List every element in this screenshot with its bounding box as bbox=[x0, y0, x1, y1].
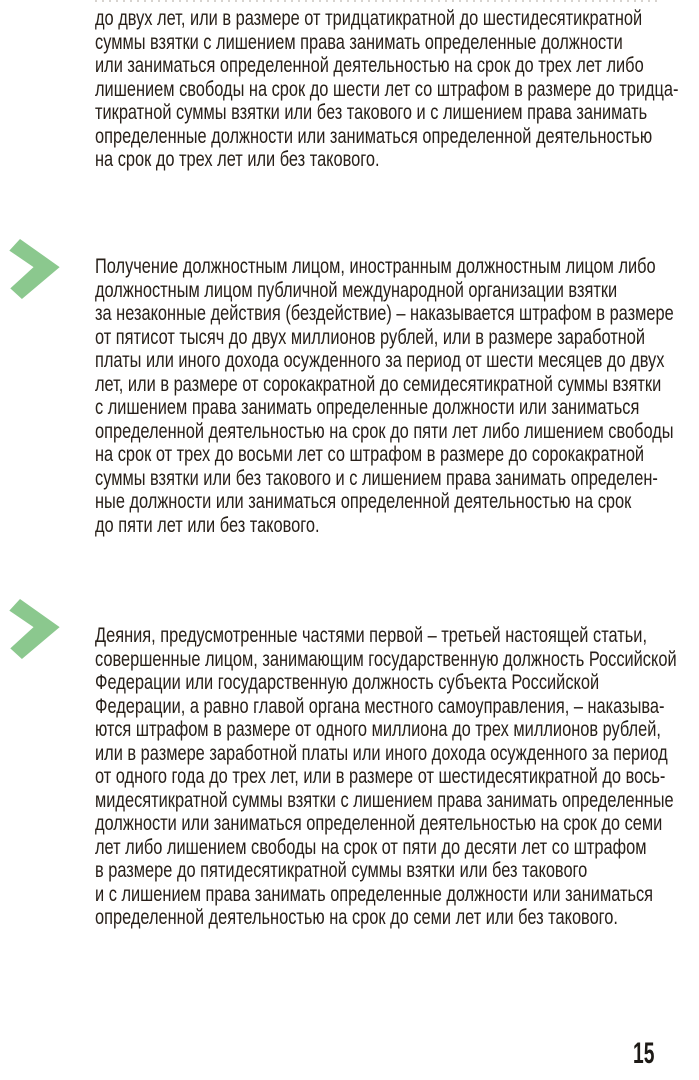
chevron-right-shape bbox=[9, 239, 59, 299]
text-line: Федерации или государственную должность субъекта Российской bbox=[95, 671, 600, 694]
text-line: суммы взятки или без такового и с лишением права занимать определен- bbox=[95, 466, 658, 490]
text-line: за незаконные действия (бездействие) – наказывается штрафом в размере bbox=[95, 302, 674, 325]
text-line: ные должности или заниматься определенной деятельностью на срок bbox=[95, 490, 632, 513]
paragraph-bribe-illegal-actions bbox=[95, 255, 674, 537]
text-line: определенной деятельностью на срок до семи лет или без такового. bbox=[95, 906, 618, 929]
text-line: от одного года до трех лет, или в размере от шестидесятикратной до вось- bbox=[95, 765, 666, 788]
text-line: до пяти лет или без такового. bbox=[95, 513, 320, 537]
text-line: или заниматься определенной деятельностью на срок до трех лет либо bbox=[95, 54, 644, 77]
text-line: совершенные лицом, занимающим государственную должность Российской bbox=[95, 647, 677, 671]
text-line: с лишением права занимать определенные должности или заниматься bbox=[95, 396, 640, 419]
text-line: от пятисот тысяч до двух миллионов рублей, или в размере заработной bbox=[95, 325, 646, 349]
text-line: и с лишением права занимать определенные должности или заниматься bbox=[95, 882, 654, 906]
text-line: мидесятикратной суммы взятки с лишением права занимать определенные bbox=[95, 788, 674, 812]
text-line: Получение должностным лицом, иностранным должностным лицом либо bbox=[95, 255, 656, 278]
text-line: тикратной суммы взятки или без такового и с лишением права занимать bbox=[95, 101, 648, 124]
text-line: лишением свободы на срок до шести лет со штрафом в размере до тридца- bbox=[95, 77, 679, 101]
text-line: на срок до трех лет или без такового. bbox=[95, 148, 380, 171]
paragraph-state-officials bbox=[95, 624, 677, 930]
text-line: до двух лет, или в размере от тридцатикратной до шестидесятикратной bbox=[95, 7, 643, 30]
chevron-right-shape bbox=[9, 599, 59, 659]
text-line: суммы взятки с лишением права занимать определенные должности bbox=[95, 30, 623, 54]
text-line: определенной деятельностью на срок до пяти лет либо лишением свободы bbox=[95, 419, 674, 443]
text-line: ются штрафом в размере от одного миллиона до трех миллионов рублей, bbox=[95, 718, 661, 741]
text-line: в размере до пятидесятикратной суммы взятки или без такового bbox=[95, 859, 588, 882]
paragraph-continuation bbox=[95, 7, 679, 172]
text-line: Деяния, предусмотренные частями первой – третьей настоящей статьи, bbox=[95, 624, 647, 647]
text-line: или в размере заработной платы или иного дохода осужденного за период bbox=[95, 741, 668, 765]
previous-line-remnant bbox=[95, 0, 657, 2]
text-line: платы или иного дохода осужденного за период от шести месяцев до двух bbox=[95, 349, 665, 372]
chevron-right-icon bbox=[9, 599, 60, 659]
text-line: должности или заниматься определенной деятельностью на срок до семи bbox=[95, 812, 663, 835]
text-line: лет либо лишением свободы на срок от пяти до десяти лет со штрафом bbox=[95, 835, 647, 859]
chevron-right-icon bbox=[9, 239, 60, 299]
text-line: Федерации, а равно главой органа местного самоуправления, – наказыва- bbox=[95, 694, 665, 718]
page-number: 15 bbox=[632, 1037, 654, 1070]
text-line: на срок от трех до восьми лет со штрафом в размере до сорокакратной bbox=[95, 443, 645, 466]
text-line: определенные должности или заниматься определенной деятельностью bbox=[95, 124, 653, 148]
text-line: должностным лицом публичной международной организации взятки bbox=[95, 278, 618, 302]
text-line: лет, или в размере от сорокакратной до семидесятикратной суммы взятки bbox=[95, 372, 662, 396]
